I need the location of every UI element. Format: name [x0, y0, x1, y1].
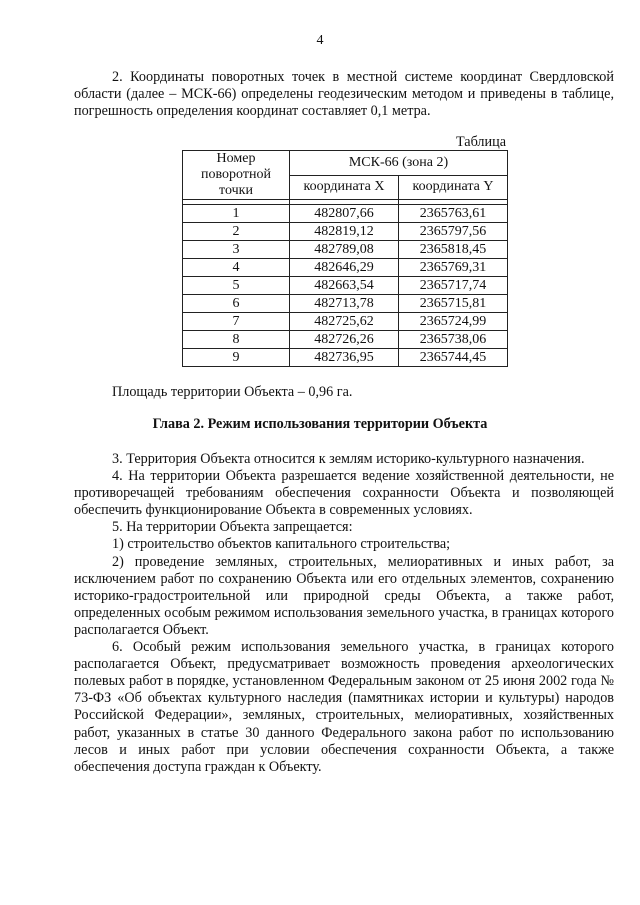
coord-y-cell: 2365797,56 — [399, 223, 508, 241]
chapter-body — [74, 451, 614, 776]
table-row — [183, 349, 508, 367]
area-text: Площадь территории Объекта – 0,96 га. — [112, 384, 353, 400]
paragraph-6: 6. Особый режим использования земельного участка, в границах которого располагается Объект, предусматривает возможность проведения археологических полевых работ в порядке, установленном Федеральным законом от 25 июня 2002 года № 73-ФЗ «Об объектах культурного наследия (памятниках истории и культуры) народов Российской Федерации», земляных, строительных, мелиоративных, хозяйственных работ, указанных в статье 30 данного Федерального закона работ по использованию лесов и иных работ при условии обеспечения сохранности Объекта, а также обеспечения доступа граждан к Объекту. — [74, 639, 614, 775]
header-msk66: МСК-66 (зона 2) — [290, 151, 508, 176]
chapter-title: Глава 2. Режим использования территории Объекта — [152, 416, 488, 432]
table-row — [183, 241, 508, 259]
table-row — [183, 313, 508, 331]
header-coord-x: координата X — [290, 175, 399, 200]
point-number-cell: 3 — [183, 241, 290, 259]
paragraph-3: 3. Территория Объекта относится к землям историко-культурного назначения. — [112, 451, 585, 467]
table-row — [183, 277, 508, 295]
paragraph-4: 4. На территории Объекта разрешается ведение хозяйственной деятельности, не противоречащей требованиям обеспечения сохранности Объекта и позволяющей обеспечить функционирование Объекта в современных условиях. — [74, 468, 614, 519]
table-row — [183, 295, 508, 313]
coord-x-cell: 482789,08 — [290, 241, 399, 259]
coord-y-cell: 2365763,61 — [399, 205, 508, 223]
table-row — [183, 331, 508, 349]
table-caption: Таблица — [455, 134, 506, 150]
point-number-cell: 2 — [183, 223, 290, 241]
table-row — [183, 223, 508, 241]
coord-x-cell: 482646,29 — [290, 259, 399, 277]
coord-y-cell: 2365769,31 — [399, 259, 508, 277]
point-number-cell: 8 — [183, 331, 290, 349]
point-number-cell: 1 — [183, 205, 290, 223]
paragraph-5-item-2: 2) проведение земляных, строительных, мелиоративных и иных работ, за исключением работ по сохранению Объекта или его отдельных элементов, сохранению историко-градостроительной или природной среды Объекта, а также работ, определенных особым режимом использования земельного участка, в границах которого располагается Объект. — [74, 553, 614, 638]
table-row — [183, 205, 508, 223]
coord-y-cell: 2365818,45 — [399, 241, 508, 259]
table-row — [183, 259, 508, 277]
coord-y-cell: 2365715,81 — [399, 295, 508, 313]
point-number-cell: 4 — [183, 259, 290, 277]
paragraph-2 — [74, 69, 614, 120]
paragraph-5-item-1: 1) строительство объектов капитального строительства; — [112, 536, 451, 553]
coord-x-cell: 482736,95 — [290, 349, 399, 367]
header-coord-y: координата Y — [399, 175, 508, 200]
table-body — [183, 200, 508, 367]
coord-x-cell: 482726,26 — [290, 331, 399, 349]
coord-y-cell: 2365744,45 — [399, 349, 508, 367]
coord-x-cell: 482713,78 — [290, 295, 399, 313]
coord-y-cell: 2365724,99 — [399, 313, 508, 331]
coord-y-cell: 2365738,06 — [399, 331, 508, 349]
header-point-number: Номер поворотной точки — [183, 151, 290, 200]
paragraph-2-text: 2. Координаты поворотных точек в местной системе координат Свердловской области (далее – МСК-66) определены геодезическим методом и приведены в таблице, погрешность определения координат составляет 0,1 метра. — [74, 69, 614, 120]
coord-x-cell: 482807,66 — [290, 205, 399, 223]
coord-x-cell: 482663,54 — [290, 277, 399, 295]
coord-y-cell: 2365717,74 — [399, 277, 508, 295]
coordinates-table — [182, 150, 508, 367]
point-number-cell: 6 — [183, 295, 290, 313]
point-number-cell: 5 — [183, 277, 290, 295]
page-number: 4 — [316, 33, 324, 48]
coord-x-cell: 482725,62 — [290, 313, 399, 331]
point-number-cell: 7 — [183, 313, 290, 331]
point-number-cell: 9 — [183, 349, 290, 367]
paragraph-5: 5. На территории Объекта запрещается: — [112, 519, 353, 536]
coord-x-cell: 482819,12 — [290, 223, 399, 241]
